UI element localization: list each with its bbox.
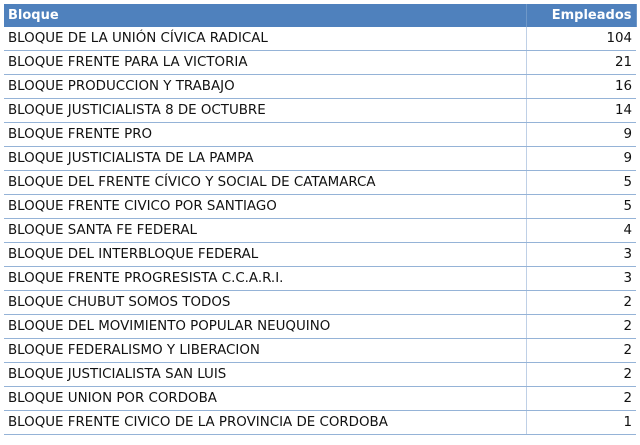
table-row xyxy=(4,75,636,99)
table-row xyxy=(4,411,636,435)
table-row xyxy=(4,123,636,147)
bloque-cell: BLOQUE FRENTE CIVICO POR SANTIAGO xyxy=(4,195,526,219)
empleados-cell: 3 xyxy=(526,267,636,291)
column-header-bloque: Bloque xyxy=(4,4,526,27)
table-row xyxy=(4,267,636,291)
bloque-cell: BLOQUE DEL FRENTE CÍVICO Y SOCIAL DE CATAMARCA xyxy=(4,171,526,195)
bloque-cell: BLOQUE PRODUCCION Y TRABAJO xyxy=(4,75,526,99)
empleados-cell: 5 xyxy=(526,195,636,219)
table-row xyxy=(4,315,636,339)
empleados-cell: 3 xyxy=(526,243,636,267)
header-row xyxy=(4,4,636,27)
table-row xyxy=(4,195,636,219)
table-row xyxy=(4,27,636,51)
empleados-cell: 21 xyxy=(526,51,636,75)
empleados-cell: 2 xyxy=(526,363,636,387)
empleados-cell: 2 xyxy=(526,387,636,411)
bloque-cell: BLOQUE JUSTICIALISTA DE LA PAMPA xyxy=(4,147,526,171)
empleados-cell: 2 xyxy=(526,291,636,315)
bloque-cell: BLOQUE DEL MOVIMIENTO POPULAR NEUQUINO xyxy=(4,315,526,339)
bloque-cell: BLOQUE FEDERALISMO Y LIBERACION xyxy=(4,339,526,363)
empleados-cell: 104 xyxy=(526,27,636,51)
empleados-cell: 2 xyxy=(526,339,636,363)
bloque-cell: BLOQUE DEL INTERBLOQUE FEDERAL xyxy=(4,243,526,267)
bloque-cell: BLOQUE CHUBUT SOMOS TODOS xyxy=(4,291,526,315)
empleados-cell: 4 xyxy=(526,219,636,243)
bloque-cell: BLOQUE FRENTE CIVICO DE LA PROVINCIA DE CORDOBA xyxy=(4,411,526,435)
empleados-cell: 9 xyxy=(526,147,636,171)
empleados-cell: 5 xyxy=(526,171,636,195)
table-row xyxy=(4,387,636,411)
table-body xyxy=(4,27,636,435)
table-row xyxy=(4,99,636,123)
table-row xyxy=(4,171,636,195)
bloque-cell: BLOQUE FRENTE PRO xyxy=(4,123,526,147)
table-row xyxy=(4,51,636,75)
table-row xyxy=(4,147,636,171)
empleados-cell: 14 xyxy=(526,99,636,123)
table-row xyxy=(4,339,636,363)
column-header-empleados: Empleados xyxy=(526,4,636,27)
bloque-cell: BLOQUE DE LA UNIÓN CÍVICA RADICAL xyxy=(4,27,526,51)
bloque-cell: BLOQUE SANTA FE FEDERAL xyxy=(4,219,526,243)
empleados-cell: 1 xyxy=(526,411,636,435)
empleados-cell: 2 xyxy=(526,315,636,339)
bloque-cell: BLOQUE UNION POR CORDOBA xyxy=(4,387,526,411)
bloque-cell: BLOQUE JUSTICIALISTA 8 DE OCTUBRE xyxy=(4,99,526,123)
table-row xyxy=(4,291,636,315)
table-row xyxy=(4,243,636,267)
bloque-cell: BLOQUE FRENTE PROGRESISTA C.C.A.R.I. xyxy=(4,267,526,291)
table-row xyxy=(4,363,636,387)
employees-table xyxy=(4,4,637,435)
table-row xyxy=(4,219,636,243)
empleados-cell: 16 xyxy=(526,75,636,99)
bloque-cell: BLOQUE JUSTICIALISTA SAN LUIS xyxy=(4,363,526,387)
bloque-cell: BLOQUE FRENTE PARA LA VICTORIA xyxy=(4,51,526,75)
empleados-cell: 9 xyxy=(526,123,636,147)
